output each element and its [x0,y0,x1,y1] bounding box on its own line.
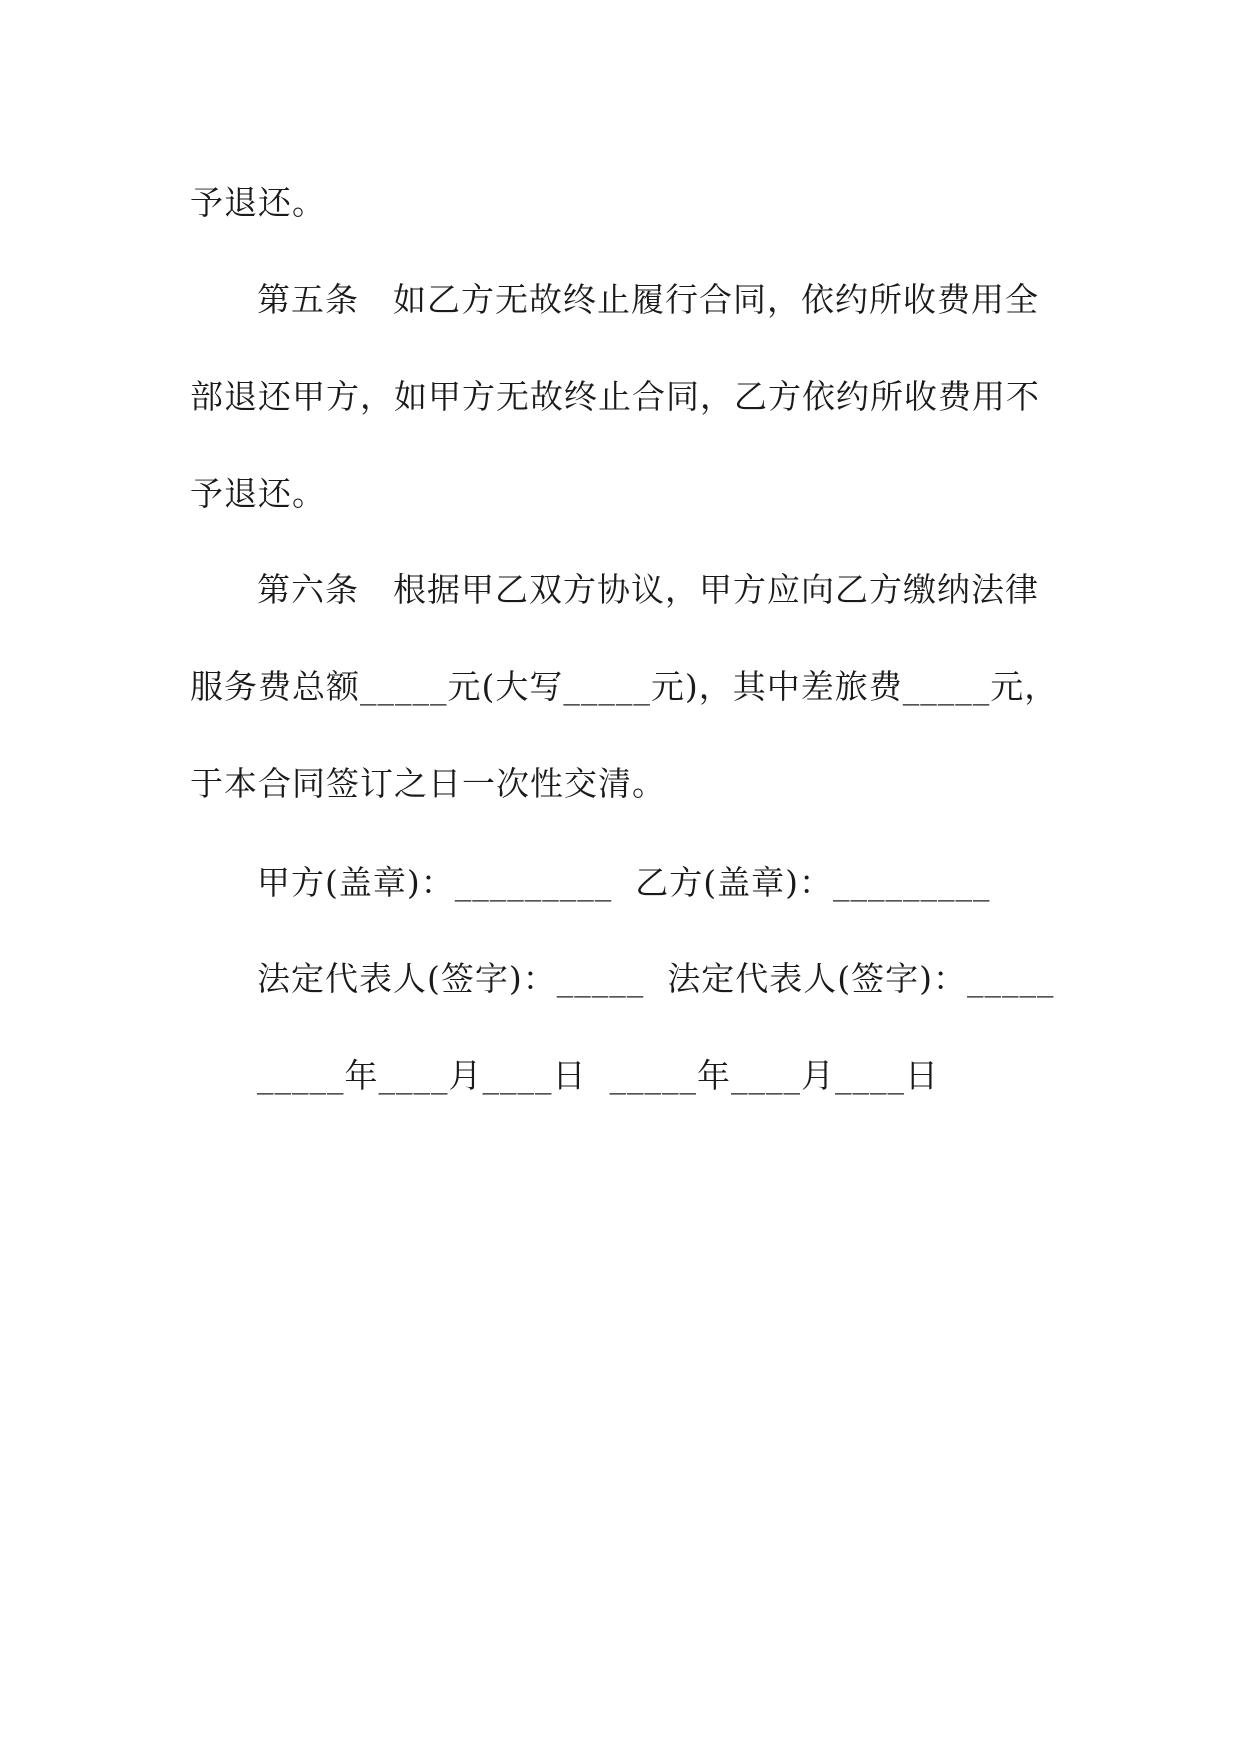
paragraph-line-1: 予退还。 [190,183,326,222]
article-6-line-2: 服务费总额_____元(大写_____元)，其中差旅费_____元， [190,667,1059,706]
article-6-line-1: 第六条 根据甲乙双方协议，甲方应向乙方缴纳法律 [257,570,1039,609]
article-5-line-3: 予退还。 [190,474,326,513]
article-5-line-1: 第五条 如乙方无故终止履行合同，依约所收费用全 [257,280,1039,319]
article-6-line-3: 于本合同签订之日一次性交清。 [190,764,666,803]
signature-line: 法定代表人(签字)：_____ 法定代表人(签字)：_____ [257,959,1055,998]
seal-line: 甲方(盖章)：_________ 乙方(盖章)：_________ [257,863,991,902]
article-5-line-2: 部退还甲方，如甲方无故终止合同，乙方依约所收费用不 [190,377,1040,416]
date-line: _____年____月____日 _____年____月____日 [257,1056,939,1095]
